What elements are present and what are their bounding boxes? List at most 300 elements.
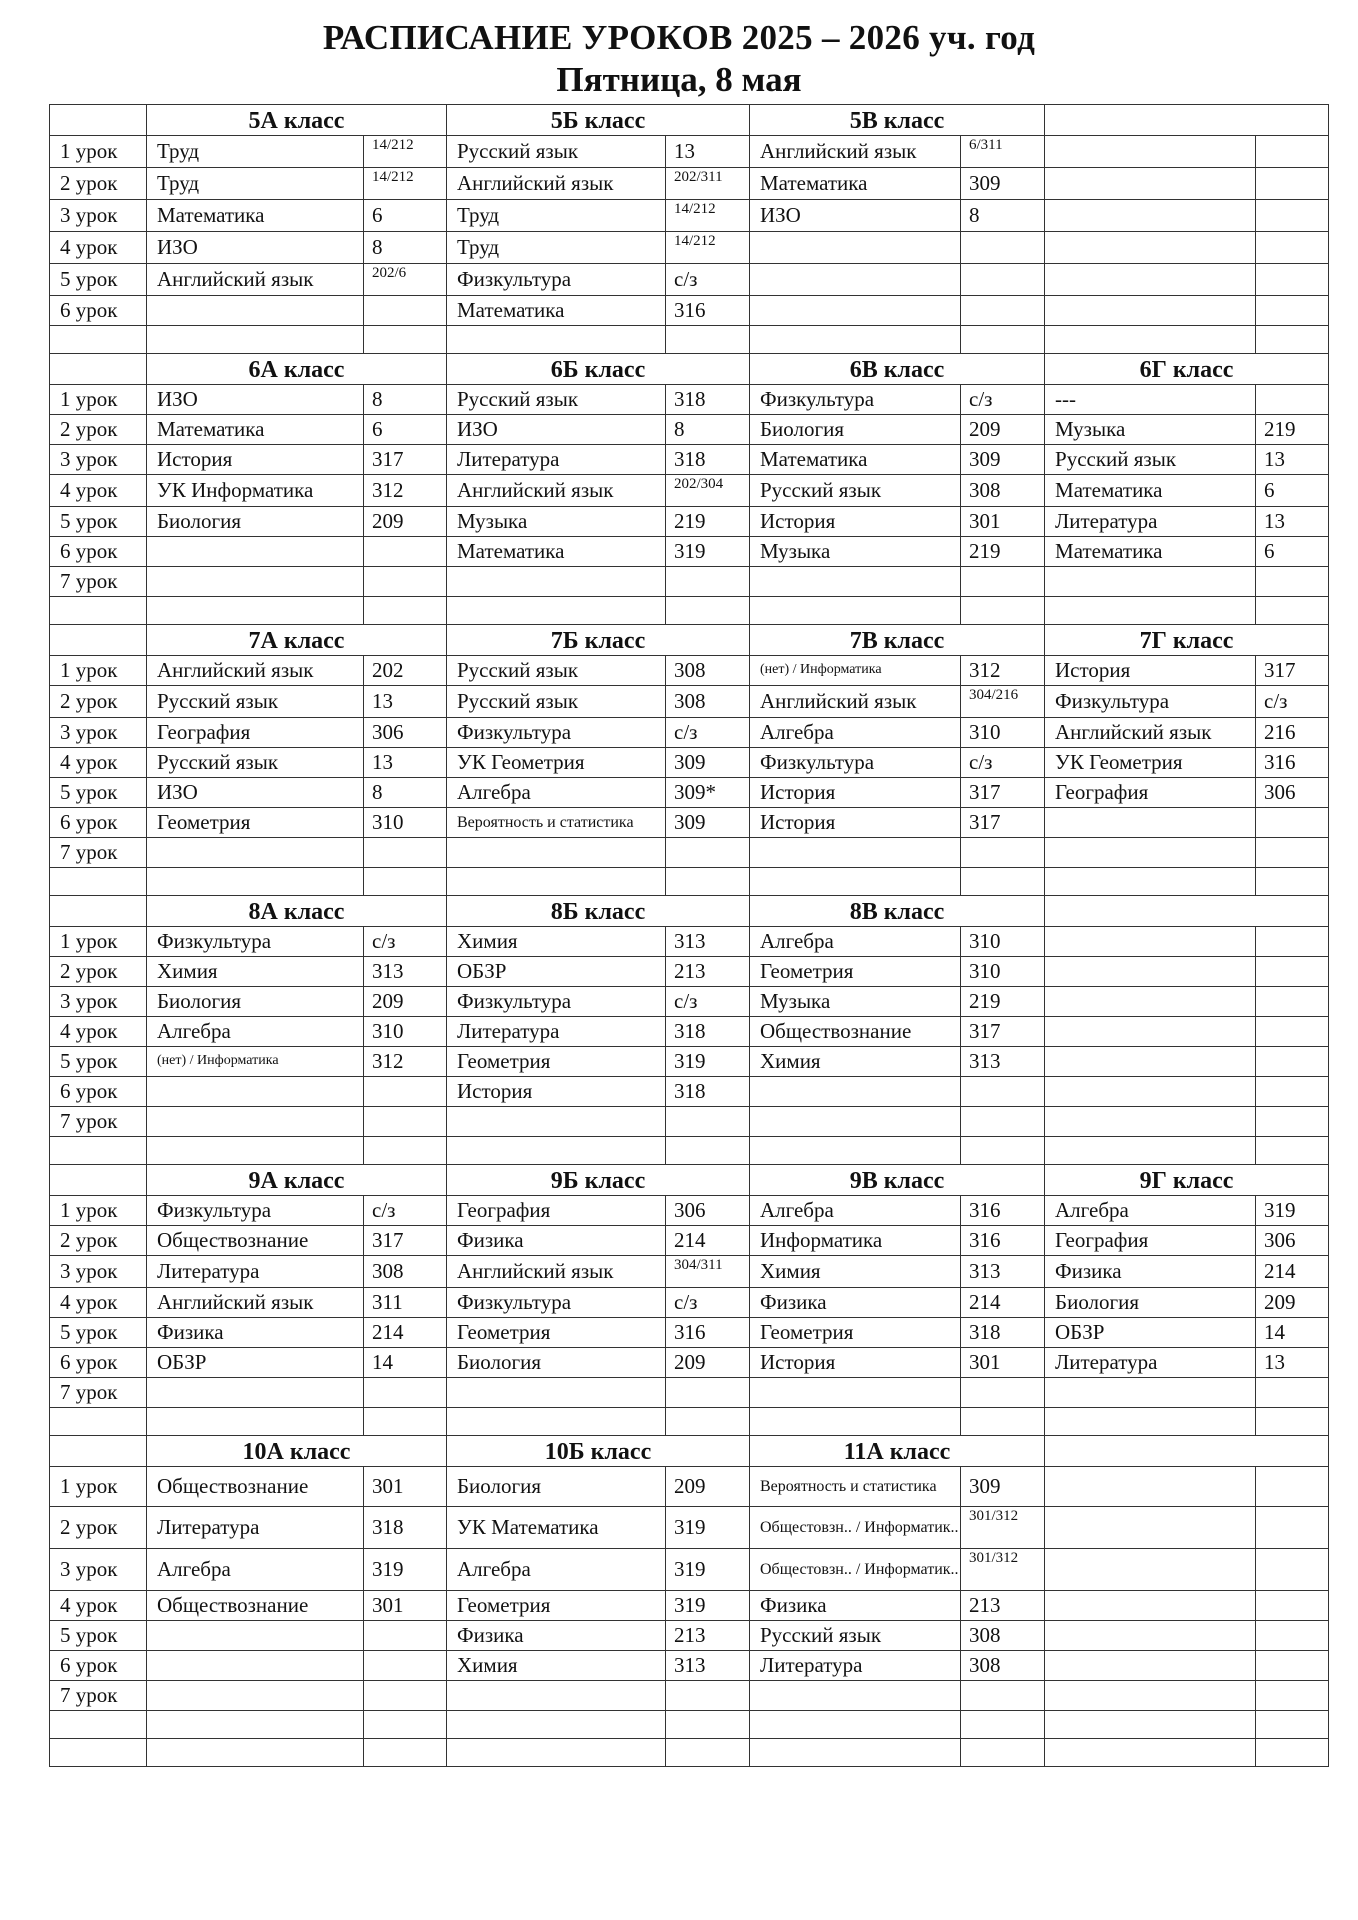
subject-cell: История: [750, 507, 961, 537]
lesson-row: [50, 1681, 1329, 1711]
room-cell: 209: [364, 507, 447, 537]
subject-cell: [750, 1681, 961, 1711]
subject-cell: [1045, 296, 1256, 326]
room-cell: 214: [666, 1226, 750, 1256]
schedule-table: [49, 104, 1329, 1767]
room-cell: 219: [961, 537, 1045, 567]
room-cell: [364, 1378, 447, 1408]
subject-cell: Химия: [750, 1256, 961, 1288]
class-name: 7А класс: [147, 625, 447, 656]
lesson-row: [50, 1591, 1329, 1621]
subject-cell: Английский язык: [1045, 718, 1256, 748]
room-cell: 319: [666, 1591, 750, 1621]
spacer-row: [50, 1408, 1329, 1436]
lesson-number: 1 урок: [50, 656, 147, 686]
empty-cell: [447, 1711, 666, 1739]
room-cell: 304/311: [666, 1256, 750, 1288]
empty-cell: [666, 597, 750, 625]
class-name: 9Г класс: [1045, 1165, 1329, 1196]
room-cell: 317: [1256, 656, 1329, 686]
room-cell: [1256, 567, 1329, 597]
room-cell: [1256, 264, 1329, 296]
subject-cell: [447, 1378, 666, 1408]
empty-cell: [147, 326, 364, 354]
subject-cell: (нет) / Информатика: [750, 656, 961, 686]
subject-cell: [1045, 1651, 1256, 1681]
room-cell: 301/312: [961, 1549, 1045, 1591]
subject-cell: Алгебра: [147, 1549, 364, 1591]
room-cell: 319: [666, 537, 750, 567]
room-cell: 318: [666, 445, 750, 475]
room-cell: 317: [961, 1017, 1045, 1047]
lesson-row: [50, 136, 1329, 168]
lesson-row: [50, 1226, 1329, 1256]
empty-cell: [447, 1408, 666, 1436]
room-cell: [1256, 1107, 1329, 1137]
subject-cell: [1045, 567, 1256, 597]
room-cell: 213: [666, 957, 750, 987]
empty-cell: [447, 1137, 666, 1165]
lesson-row: [50, 232, 1329, 264]
room-cell: [364, 1681, 447, 1711]
room-cell: 318: [666, 1077, 750, 1107]
room-cell: 209: [666, 1348, 750, 1378]
lesson-row: [50, 686, 1329, 718]
room-cell: 313: [364, 957, 447, 987]
empty-cell: [961, 326, 1045, 354]
class-header-row: [50, 625, 1329, 656]
empty-cell: [1045, 1137, 1256, 1165]
class-name: 7В класс: [750, 625, 1045, 656]
subject-cell: География: [447, 1196, 666, 1226]
room-cell: [1256, 1591, 1329, 1621]
room-cell: 317: [364, 1226, 447, 1256]
empty-cell: [961, 868, 1045, 896]
room-cell: [961, 296, 1045, 326]
room-cell: [1256, 232, 1329, 264]
room-cell: [364, 838, 447, 868]
subject-cell: УК Геометрия: [1045, 748, 1256, 778]
lesson-row: [50, 957, 1329, 987]
class-header-row: [50, 105, 1329, 136]
empty-cell: [750, 868, 961, 896]
empty-cell: [50, 1408, 147, 1436]
subject-cell: Музыка: [750, 537, 961, 567]
header-empty-cell: [50, 625, 147, 656]
lesson-row: [50, 748, 1329, 778]
lesson-number: 7 урок: [50, 1681, 147, 1711]
subject-cell: Алгебра: [750, 718, 961, 748]
empty-cell: [147, 868, 364, 896]
room-cell: 319: [1256, 1196, 1329, 1226]
class-name: 8Б класс: [447, 896, 750, 927]
subject-cell: Химия: [447, 927, 666, 957]
subject-cell: Физкультура: [147, 1196, 364, 1226]
subject-cell: Труд: [447, 200, 666, 232]
lesson-number: 2 урок: [50, 957, 147, 987]
header-empty-cell: [50, 105, 147, 136]
room-cell: 316: [961, 1226, 1045, 1256]
room-cell: [1256, 838, 1329, 868]
room-cell: 308: [961, 1621, 1045, 1651]
room-cell: 13: [1256, 507, 1329, 537]
room-cell: 319: [364, 1549, 447, 1591]
lesson-number: 2 урок: [50, 1507, 147, 1549]
room-cell: 301: [961, 507, 1045, 537]
lesson-number: 5 урок: [50, 1318, 147, 1348]
lesson-number: 1 урок: [50, 385, 147, 415]
room-cell: 14/212: [666, 200, 750, 232]
lesson-number: 2 урок: [50, 1226, 147, 1256]
lesson-row: [50, 1288, 1329, 1318]
lesson-row: [50, 808, 1329, 838]
room-cell: 317: [961, 808, 1045, 838]
room-cell: [1256, 168, 1329, 200]
lesson-row: [50, 656, 1329, 686]
room-cell: [1256, 1017, 1329, 1047]
room-cell: 316: [666, 296, 750, 326]
subject-cell: Алгебра: [750, 1196, 961, 1226]
subject-cell: [447, 1681, 666, 1711]
room-cell: 214: [961, 1288, 1045, 1318]
room-cell: 8: [666, 415, 750, 445]
subject-cell: История: [1045, 656, 1256, 686]
lesson-row: [50, 778, 1329, 808]
lesson-number: 4 урок: [50, 748, 147, 778]
lesson-number: 6 урок: [50, 1651, 147, 1681]
subject-cell: [1045, 1107, 1256, 1137]
class-name: [1045, 105, 1329, 136]
empty-cell: [1045, 1739, 1256, 1767]
room-cell: 310: [364, 1017, 447, 1047]
subject-cell: Обществознание: [147, 1226, 364, 1256]
room-cell: [1256, 1507, 1329, 1549]
lesson-row: [50, 385, 1329, 415]
room-cell: 316: [1256, 748, 1329, 778]
class-header-row: [50, 1436, 1329, 1467]
room-cell: [1256, 1467, 1329, 1507]
room-cell: 14/212: [364, 136, 447, 168]
room-cell: 313: [666, 927, 750, 957]
subject-cell: Биология: [147, 507, 364, 537]
lesson-number: 1 урок: [50, 1467, 147, 1507]
class-name: 10Б класс: [447, 1436, 750, 1467]
class-name: 5В класс: [750, 105, 1045, 136]
lesson-row: [50, 1621, 1329, 1651]
subject-cell: [1045, 1549, 1256, 1591]
empty-cell: [666, 1137, 750, 1165]
class-name: 7Б класс: [447, 625, 750, 656]
empty-cell: [447, 597, 666, 625]
room-cell: [1256, 957, 1329, 987]
empty-cell: [1256, 1711, 1329, 1739]
empty-cell: [750, 1711, 961, 1739]
subject-cell: Алгебра: [447, 1549, 666, 1591]
subject-cell: Физика: [750, 1288, 961, 1318]
empty-cell: [50, 326, 147, 354]
room-cell: 306: [364, 718, 447, 748]
empty-cell: [1045, 1711, 1256, 1739]
room-cell: 319: [666, 1507, 750, 1549]
empty-cell: [1045, 868, 1256, 896]
room-cell: 14: [1256, 1318, 1329, 1348]
lesson-row: [50, 1378, 1329, 1408]
subject-cell: Физика: [447, 1621, 666, 1651]
room-cell: 312: [364, 1047, 447, 1077]
empty-cell: [50, 1137, 147, 1165]
lesson-number: 6 урок: [50, 1348, 147, 1378]
subject-cell: Физкультура: [147, 927, 364, 957]
subject-cell: [447, 567, 666, 597]
lesson-number: 4 урок: [50, 1017, 147, 1047]
subject-cell: Русский язык: [447, 385, 666, 415]
subject-cell: Труд: [147, 136, 364, 168]
room-cell: 209: [1256, 1288, 1329, 1318]
subject-cell: [1045, 1467, 1256, 1507]
empty-cell: [1256, 1739, 1329, 1767]
room-cell: [364, 567, 447, 597]
subject-cell: [750, 1077, 961, 1107]
class-name: 9В класс: [750, 1165, 1045, 1196]
room-cell: 318: [666, 385, 750, 415]
room-cell: [1256, 927, 1329, 957]
lesson-row: [50, 264, 1329, 296]
subject-cell: Биология: [447, 1348, 666, 1378]
empty-cell: [1256, 868, 1329, 896]
subject-cell: Общестовзн.. / Информатик..: [750, 1549, 961, 1591]
subject-cell: [1045, 264, 1256, 296]
class-name: 9Б класс: [447, 1165, 750, 1196]
lesson-row: [50, 1017, 1329, 1047]
room-cell: [961, 1681, 1045, 1711]
room-cell: 309: [666, 748, 750, 778]
empty-cell: [147, 1739, 364, 1767]
class-name: [1045, 896, 1329, 927]
subject-cell: [750, 264, 961, 296]
subject-cell: Английский язык: [147, 656, 364, 686]
empty-cell: [50, 1739, 147, 1767]
subject-cell: Геометрия: [447, 1047, 666, 1077]
subject-cell: Труд: [447, 232, 666, 264]
empty-cell: [147, 1137, 364, 1165]
empty-cell: [447, 1739, 666, 1767]
class-header-row: [50, 354, 1329, 385]
spacer-row: [50, 1137, 1329, 1165]
lesson-number: 1 урок: [50, 136, 147, 168]
room-cell: 14: [364, 1348, 447, 1378]
subject-cell: ОБЗР: [147, 1348, 364, 1378]
empty-cell: [147, 1408, 364, 1436]
subject-cell: Обществознание: [147, 1467, 364, 1507]
lesson-number: 4 урок: [50, 232, 147, 264]
room-cell: 8: [364, 385, 447, 415]
subject-cell: Литература: [1045, 507, 1256, 537]
room-cell: [961, 567, 1045, 597]
room-cell: с/з: [961, 385, 1045, 415]
room-cell: [961, 264, 1045, 296]
empty-cell: [364, 1408, 447, 1436]
subject-cell: Английский язык: [447, 168, 666, 200]
empty-cell: [50, 1711, 147, 1739]
room-cell: 13: [666, 136, 750, 168]
room-cell: 214: [364, 1318, 447, 1348]
room-cell: [1256, 296, 1329, 326]
room-cell: [1256, 1651, 1329, 1681]
room-cell: 14/212: [666, 232, 750, 264]
subject-cell: Литература: [147, 1507, 364, 1549]
empty-cell: [1256, 326, 1329, 354]
lesson-number: 6 урок: [50, 1077, 147, 1107]
empty-cell: [961, 1408, 1045, 1436]
spacer-row: [50, 868, 1329, 896]
empty-cell: [666, 1711, 750, 1739]
room-cell: [666, 1378, 750, 1408]
room-cell: 308: [364, 1256, 447, 1288]
subject-cell: Русский язык: [447, 136, 666, 168]
room-cell: [1256, 385, 1329, 415]
subject-cell: Обществознание: [147, 1591, 364, 1621]
room-cell: [666, 1681, 750, 1711]
subject-cell: География: [1045, 778, 1256, 808]
empty-cell: [961, 1137, 1045, 1165]
subject-cell: Математика: [1045, 475, 1256, 507]
subject-cell: [147, 1651, 364, 1681]
room-cell: 14/212: [364, 168, 447, 200]
room-cell: 13: [1256, 445, 1329, 475]
subject-cell: Физика: [147, 1318, 364, 1348]
subject-cell: Литература: [1045, 1348, 1256, 1378]
empty-cell: [447, 868, 666, 896]
room-cell: 309: [666, 808, 750, 838]
subject-cell: Английский язык: [147, 264, 364, 296]
room-cell: 306: [1256, 778, 1329, 808]
room-cell: 304/216: [961, 686, 1045, 718]
subject-cell: [147, 567, 364, 597]
room-cell: 301/312: [961, 1507, 1045, 1549]
room-cell: с/з: [666, 987, 750, 1017]
subject-cell: Геометрия: [447, 1591, 666, 1621]
subject-cell: ОБЗР: [447, 957, 666, 987]
subject-cell: Математика: [447, 296, 666, 326]
class-name: 6В класс: [750, 354, 1045, 385]
subject-cell: Химия: [447, 1651, 666, 1681]
subject-cell: [1045, 200, 1256, 232]
subject-cell: Химия: [147, 957, 364, 987]
room-cell: 6: [364, 200, 447, 232]
subject-cell: [147, 537, 364, 567]
empty-cell: [666, 1408, 750, 1436]
lesson-number: 5 урок: [50, 507, 147, 537]
subject-cell: Физкультура: [750, 748, 961, 778]
subject-cell: Геометрия: [447, 1318, 666, 1348]
subject-cell: ИЗО: [147, 778, 364, 808]
subject-cell: [750, 296, 961, 326]
empty-cell: [1045, 597, 1256, 625]
subject-cell: Физика: [1045, 1256, 1256, 1288]
subject-cell: Русский язык: [1045, 445, 1256, 475]
subject-cell: [1045, 957, 1256, 987]
subject-cell: Английский язык: [447, 1256, 666, 1288]
lesson-row: [50, 987, 1329, 1017]
subject-cell: Математика: [1045, 537, 1256, 567]
subject-cell: Общестовзн.. / Информатик..: [750, 1507, 961, 1549]
subject-cell: История: [750, 808, 961, 838]
subject-cell: Музыка: [750, 987, 961, 1017]
lesson-row: [50, 1256, 1329, 1288]
spacer-row: [50, 326, 1329, 354]
room-cell: с/з: [666, 1288, 750, 1318]
room-cell: [1256, 1621, 1329, 1651]
lesson-row: [50, 1077, 1329, 1107]
subject-cell: Математика: [447, 537, 666, 567]
room-cell: 309: [961, 445, 1045, 475]
room-cell: 311: [364, 1288, 447, 1318]
empty-cell: [1045, 1408, 1256, 1436]
room-cell: 13: [364, 748, 447, 778]
lesson-row: [50, 718, 1329, 748]
subject-cell: Геометрия: [147, 808, 364, 838]
room-cell: с/з: [666, 718, 750, 748]
empty-cell: [750, 1408, 961, 1436]
subject-cell: История: [447, 1077, 666, 1107]
subject-cell: Вероятность и статистика: [750, 1467, 961, 1507]
room-cell: [1256, 1549, 1329, 1591]
room-cell: 209: [666, 1467, 750, 1507]
lesson-number: 3 урок: [50, 1549, 147, 1591]
subject-cell: [447, 838, 666, 868]
empty-cell: [364, 868, 447, 896]
lesson-row: [50, 168, 1329, 200]
room-cell: [666, 1107, 750, 1137]
room-cell: с/з: [364, 927, 447, 957]
page-subtitle: Пятница, 8 мая: [556, 60, 802, 99]
room-cell: 306: [1256, 1226, 1329, 1256]
room-cell: 213: [666, 1621, 750, 1651]
empty-cell: [750, 1137, 961, 1165]
subject-cell: История: [750, 1348, 961, 1378]
room-cell: 6/311: [961, 136, 1045, 168]
class-name: 9А класс: [147, 1165, 447, 1196]
room-cell: 213: [961, 1591, 1045, 1621]
subject-cell: [1045, 927, 1256, 957]
room-cell: 301: [961, 1348, 1045, 1378]
lesson-number: 6 урок: [50, 537, 147, 567]
room-cell: 202/311: [666, 168, 750, 200]
empty-cell: [364, 597, 447, 625]
subject-cell: Русский язык: [147, 748, 364, 778]
empty-cell: [364, 1137, 447, 1165]
lesson-number: 5 урок: [50, 264, 147, 296]
empty-cell: [1256, 1137, 1329, 1165]
lesson-row: [50, 475, 1329, 507]
subject-cell: ---: [1045, 385, 1256, 415]
lesson-row: [50, 415, 1329, 445]
room-cell: [961, 232, 1045, 264]
room-cell: 310: [961, 718, 1045, 748]
subject-cell: Труд: [147, 168, 364, 200]
subject-cell: [147, 1077, 364, 1107]
lesson-number: 3 урок: [50, 987, 147, 1017]
subject-cell: [147, 838, 364, 868]
lesson-number: 6 урок: [50, 296, 147, 326]
room-cell: 319: [666, 1047, 750, 1077]
subject-cell: [1045, 1017, 1256, 1047]
subject-cell: Физкультура: [1045, 686, 1256, 718]
room-cell: 317: [364, 445, 447, 475]
room-cell: 316: [961, 1196, 1045, 1226]
room-cell: 308: [666, 686, 750, 718]
subject-cell: [1045, 1591, 1256, 1621]
